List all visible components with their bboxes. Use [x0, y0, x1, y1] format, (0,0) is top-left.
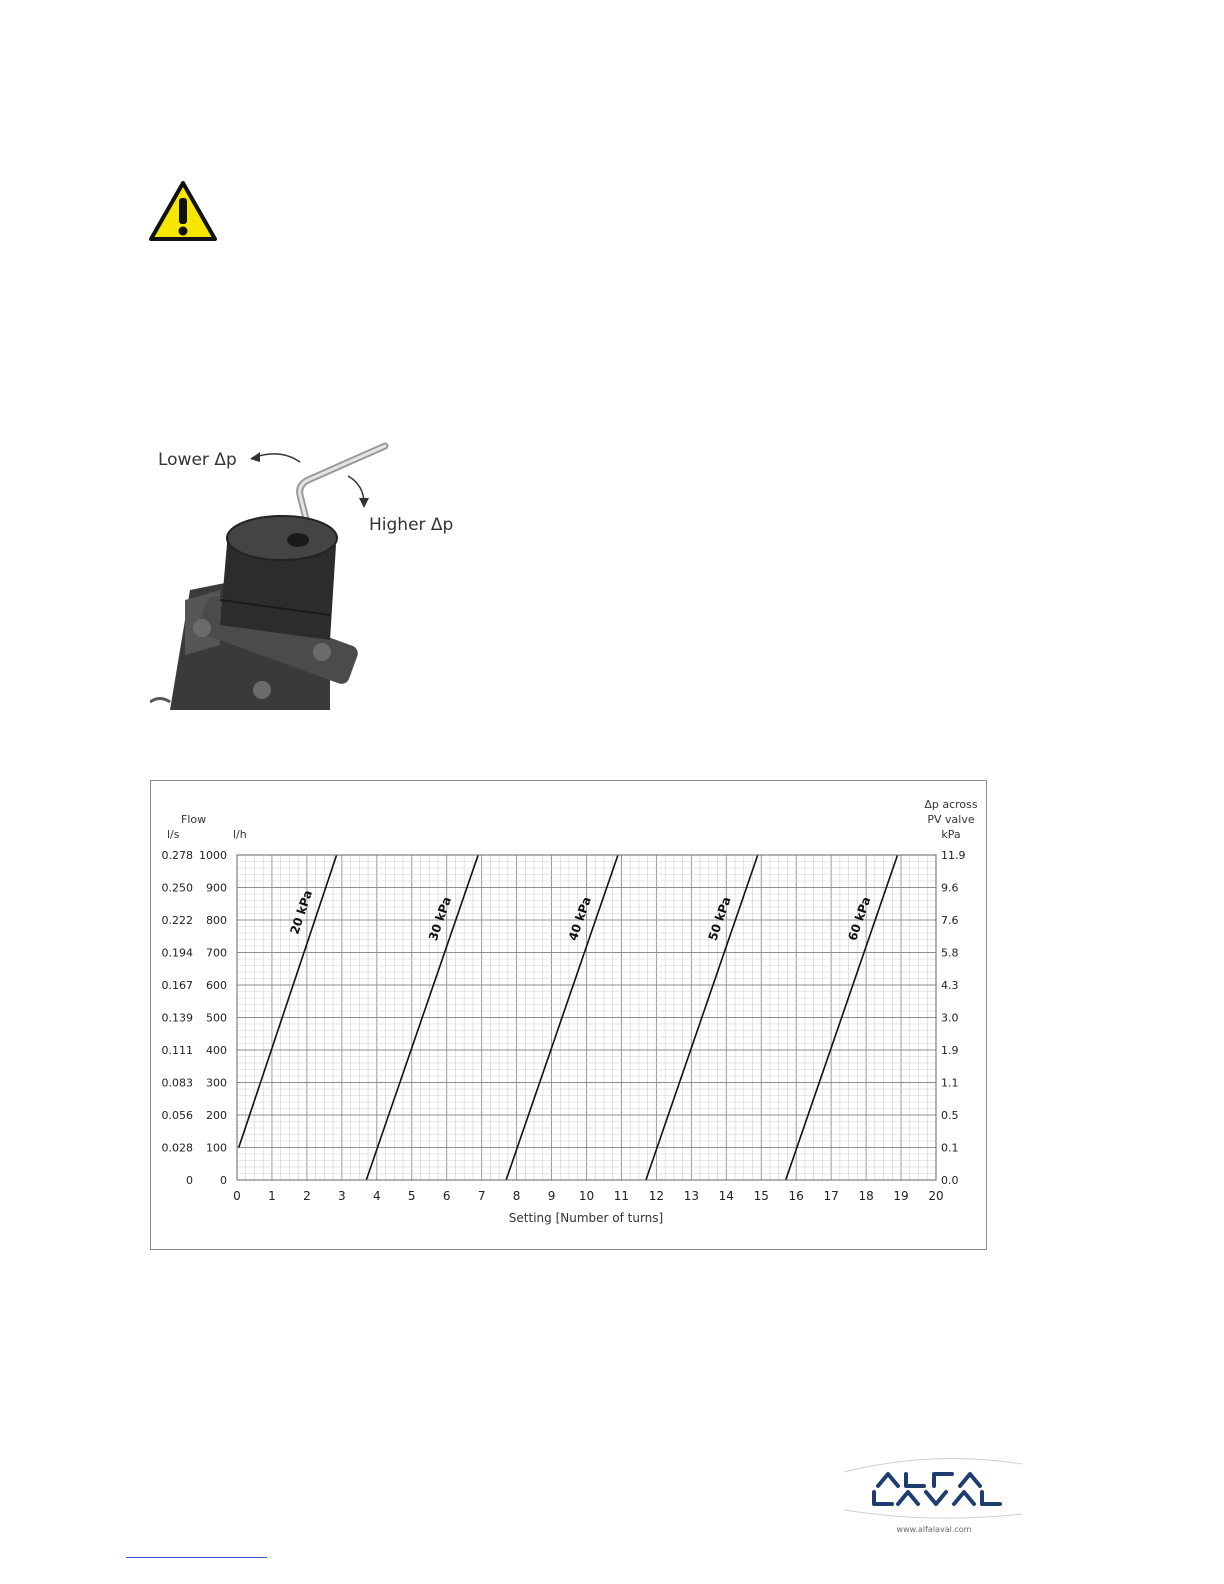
x-tick-label: 8 [512, 1189, 521, 1203]
y-left-unit-lh: l/h [233, 828, 247, 841]
y-right-tick-label: 5.8 [941, 946, 959, 960]
y-right-tick-label: 1.9 [941, 1044, 959, 1057]
y-tick-label-ls: 0.111 [161, 1044, 193, 1057]
series-label: 40 kPa [565, 894, 594, 943]
x-tick-label: 19 [893, 1189, 909, 1203]
y-tick-label-lh: 700 [206, 946, 227, 960]
y-right-title-line-3: kPa [941, 828, 961, 841]
setting-flow-chart [151, 781, 988, 1251]
warning-triangle-icon [148, 180, 218, 242]
series-label: 20 kPa [287, 888, 316, 936]
y-tick-label-lh: 1000 [199, 849, 227, 862]
chart-frame [150, 780, 987, 1250]
y-tick-label-ls: 0.083 [161, 1076, 193, 1090]
y-right-tick-label: 9.6 [941, 881, 959, 895]
y-right-tick-label: 0.1 [941, 1141, 959, 1155]
footer-rule [126, 1557, 267, 1558]
x-tick-label: 20 [928, 1189, 944, 1203]
x-tick-label: 2 [303, 1189, 311, 1203]
chart-axes [162, 849, 966, 1203]
y-tick-label-ls: 0.139 [161, 1011, 193, 1025]
y-tick-label-lh: 200 [206, 1109, 227, 1122]
series-label: 50 kPa [705, 894, 734, 943]
y-tick-label-lh: 0 [220, 1174, 227, 1187]
y-tick-label-lh: 300 [206, 1076, 227, 1090]
y-tick-label-lh: 800 [206, 914, 227, 927]
x-tick-label: 4 [372, 1189, 381, 1203]
y-right-title-line-2: PV valve [927, 813, 975, 826]
y-tick-label-ls: 0.167 [161, 979, 193, 992]
y-tick-label-ls: 0.222 [161, 914, 193, 927]
x-tick-label: 18 [858, 1189, 874, 1203]
logo-url: www.alfalaval.com [896, 1525, 972, 1534]
y-right-tick-label: 0.0 [941, 1174, 959, 1187]
x-tick-label: 13 [683, 1189, 699, 1203]
y-left-title: Flow [181, 813, 207, 826]
y-right-tick-label: 0.5 [941, 1109, 959, 1122]
series-label: 30 kPa [425, 894, 455, 943]
y-tick-label-lh: 900 [206, 881, 227, 895]
y-tick-label-lh: 100 [206, 1141, 227, 1155]
y-tick-label-ls: 0.278 [161, 849, 193, 862]
y-tick-label-ls: 0 [186, 1174, 193, 1187]
y-tick-label-ls: 0.056 [161, 1109, 193, 1122]
x-tick-label: 9 [547, 1189, 556, 1203]
series-label: 60 kPa [845, 894, 874, 943]
x-axis-label: Setting [Number of turns] [508, 1211, 664, 1225]
y-tick-label-ls: 0.250 [161, 881, 193, 895]
valve-illustration [150, 440, 460, 710]
y-right-tick-label: 4.3 [941, 979, 959, 992]
x-tick-label: 11 [613, 1189, 630, 1203]
x-tick-label: 12 [648, 1189, 665, 1203]
x-tick-label: 1 [268, 1189, 276, 1203]
label-higher-dp: Higher Δp [369, 515, 454, 535]
x-tick-label: 10 [578, 1189, 595, 1203]
label-lower-dp: Lower Δp [158, 450, 237, 470]
x-tick-label: 3 [338, 1189, 346, 1203]
alfa-laval-logo [842, 1458, 1024, 1540]
x-tick-label: 0 [233, 1189, 241, 1203]
y-tick-label-ls: 0.028 [161, 1141, 193, 1155]
x-tick-label: 7 [477, 1189, 486, 1203]
x-tick-label: 16 [788, 1189, 804, 1203]
y-right-tick-label: 1.1 [941, 1076, 959, 1090]
y-right-tick-label: 3.0 [941, 1011, 959, 1025]
y-tick-label-lh: 400 [206, 1044, 227, 1057]
y-tick-label-ls: 0.194 [161, 946, 193, 960]
y-right-tick-label: 7.6 [941, 914, 959, 927]
x-tick-label: 6 [442, 1189, 451, 1203]
y-right-title-line-1: Δp across [924, 798, 978, 811]
y-right-tick-label: 11.9 [941, 849, 966, 862]
y-left-unit-ls: l/s [167, 828, 180, 841]
series-line [239, 855, 337, 1148]
x-tick-label: 15 [753, 1189, 769, 1203]
x-tick-label: 14 [718, 1189, 734, 1203]
x-tick-label: 17 [823, 1189, 839, 1203]
y-tick-label-lh: 500 [206, 1011, 227, 1025]
y-tick-label-lh: 600 [206, 979, 227, 992]
x-tick-label: 5 [407, 1189, 416, 1203]
